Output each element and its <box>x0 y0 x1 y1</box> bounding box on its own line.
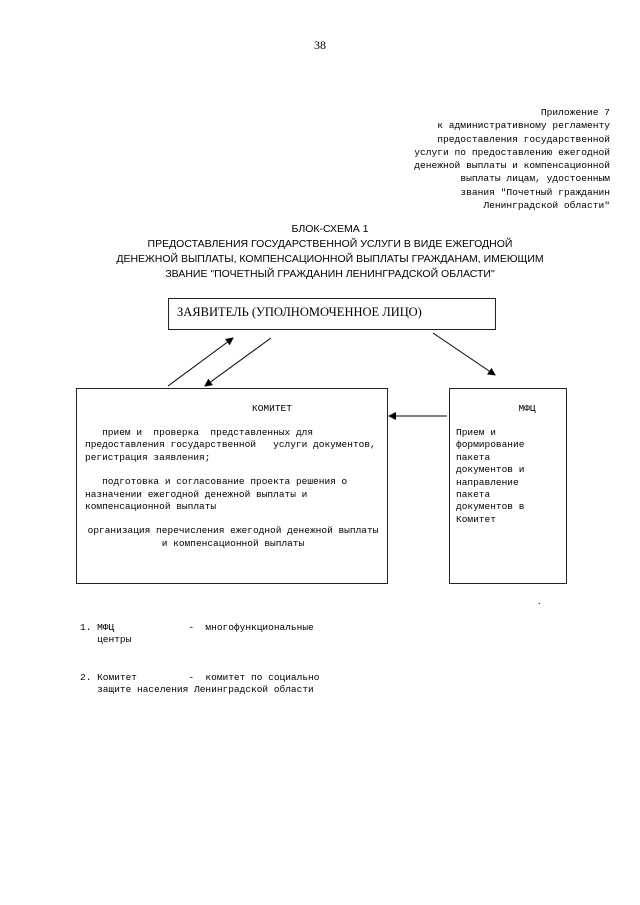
mfc-line: направление <box>456 476 519 488</box>
committee-step-3: организация перечисления ежегодной денежной выплаты и компенсационной выплаты <box>87 525 379 549</box>
page-number: 38 <box>314 38 326 52</box>
appendix-line: предоставления государственной <box>437 133 610 145</box>
scheme-title-line: ПРЕДОСТАВЛЕНИЯ ГОСУДАРСТВЕННОЙ УСЛУГИ В ВИДЕ ЕЖЕГОДНОЙ <box>147 238 513 250</box>
arrow-applicant-to-committee <box>205 338 271 386</box>
appendix-line: звания "Почетный гражданин <box>460 186 610 198</box>
note-line: 2. Комитет - комитет по социально <box>80 672 320 683</box>
mfc-line: формирование <box>456 439 525 451</box>
stray-mark: . <box>538 596 541 607</box>
committee-body <box>85 427 381 550</box>
note-item <box>80 622 440 672</box>
committee-box <box>76 388 388 584</box>
appendix-line: услуги по предоставлению ежегодной <box>414 146 610 158</box>
committee-step-2: подготовка и согласование проекта решения о назначении ежегодной денежной выплаты и компенсационной выплаты <box>85 476 353 513</box>
applicant-label: ЗАЯВИТЕЛЬ (УПОЛНОМОЧЕННОЕ ЛИЦО) <box>177 305 422 319</box>
committee-step-1: прием и проверка представленных для предоставления государственной услуги документов, регистрация заявления; <box>85 427 382 463</box>
note-line: центры <box>80 634 132 646</box>
legend-notes <box>80 622 440 722</box>
mfc-line: пакета <box>456 451 491 463</box>
scheme-title-line: БЛОК-СХЕМА 1 <box>291 223 369 235</box>
mfc-line: Комитет <box>456 513 496 525</box>
appendix-line: выплаты лицам, удостоенным <box>460 173 610 185</box>
mfc-line: документов и <box>456 464 525 476</box>
committee-title: КОМИТЕТ <box>252 403 292 414</box>
mfc-body <box>456 427 562 526</box>
scheme-title-line: ЗВАНИЕ "ПОЧЕТНЫЙ ГРАЖДАНИН ЛЕНИНГРАДСКОЙ ОБЛАСТИ" <box>165 268 495 280</box>
note-item <box>80 672 440 722</box>
appendix-line: к административному регламенту <box>437 120 610 132</box>
applicant-box <box>168 298 496 330</box>
mfc-title: МФЦ <box>518 403 536 414</box>
mfc-line: документов в <box>456 501 525 513</box>
arrow-committee-to-applicant <box>168 338 233 386</box>
scheme-title-line: ДЕНЕЖНОЙ ВЫПЛАТЫ, КОМПЕНСАЦИОННОЙ ВЫПЛАТЫ ГРАЖДАНАМ, ИМЕЮЩИМ <box>116 253 544 265</box>
mfc-line: пакета <box>456 489 491 501</box>
note-line: 1. МФЦ - многофункциональные <box>80 622 314 633</box>
appendix-line: денежной выплаты и компенсационной <box>414 160 610 172</box>
mfc-box <box>449 388 567 584</box>
arrow-applicant-to-mfc <box>433 333 495 375</box>
note-line: защите населения Ленинградской области <box>80 684 314 696</box>
mfc-line: Прием и <box>456 427 496 438</box>
appendix-line: Приложение 7 <box>540 107 610 118</box>
appendix-line: Ленинградской области" <box>483 200 610 212</box>
